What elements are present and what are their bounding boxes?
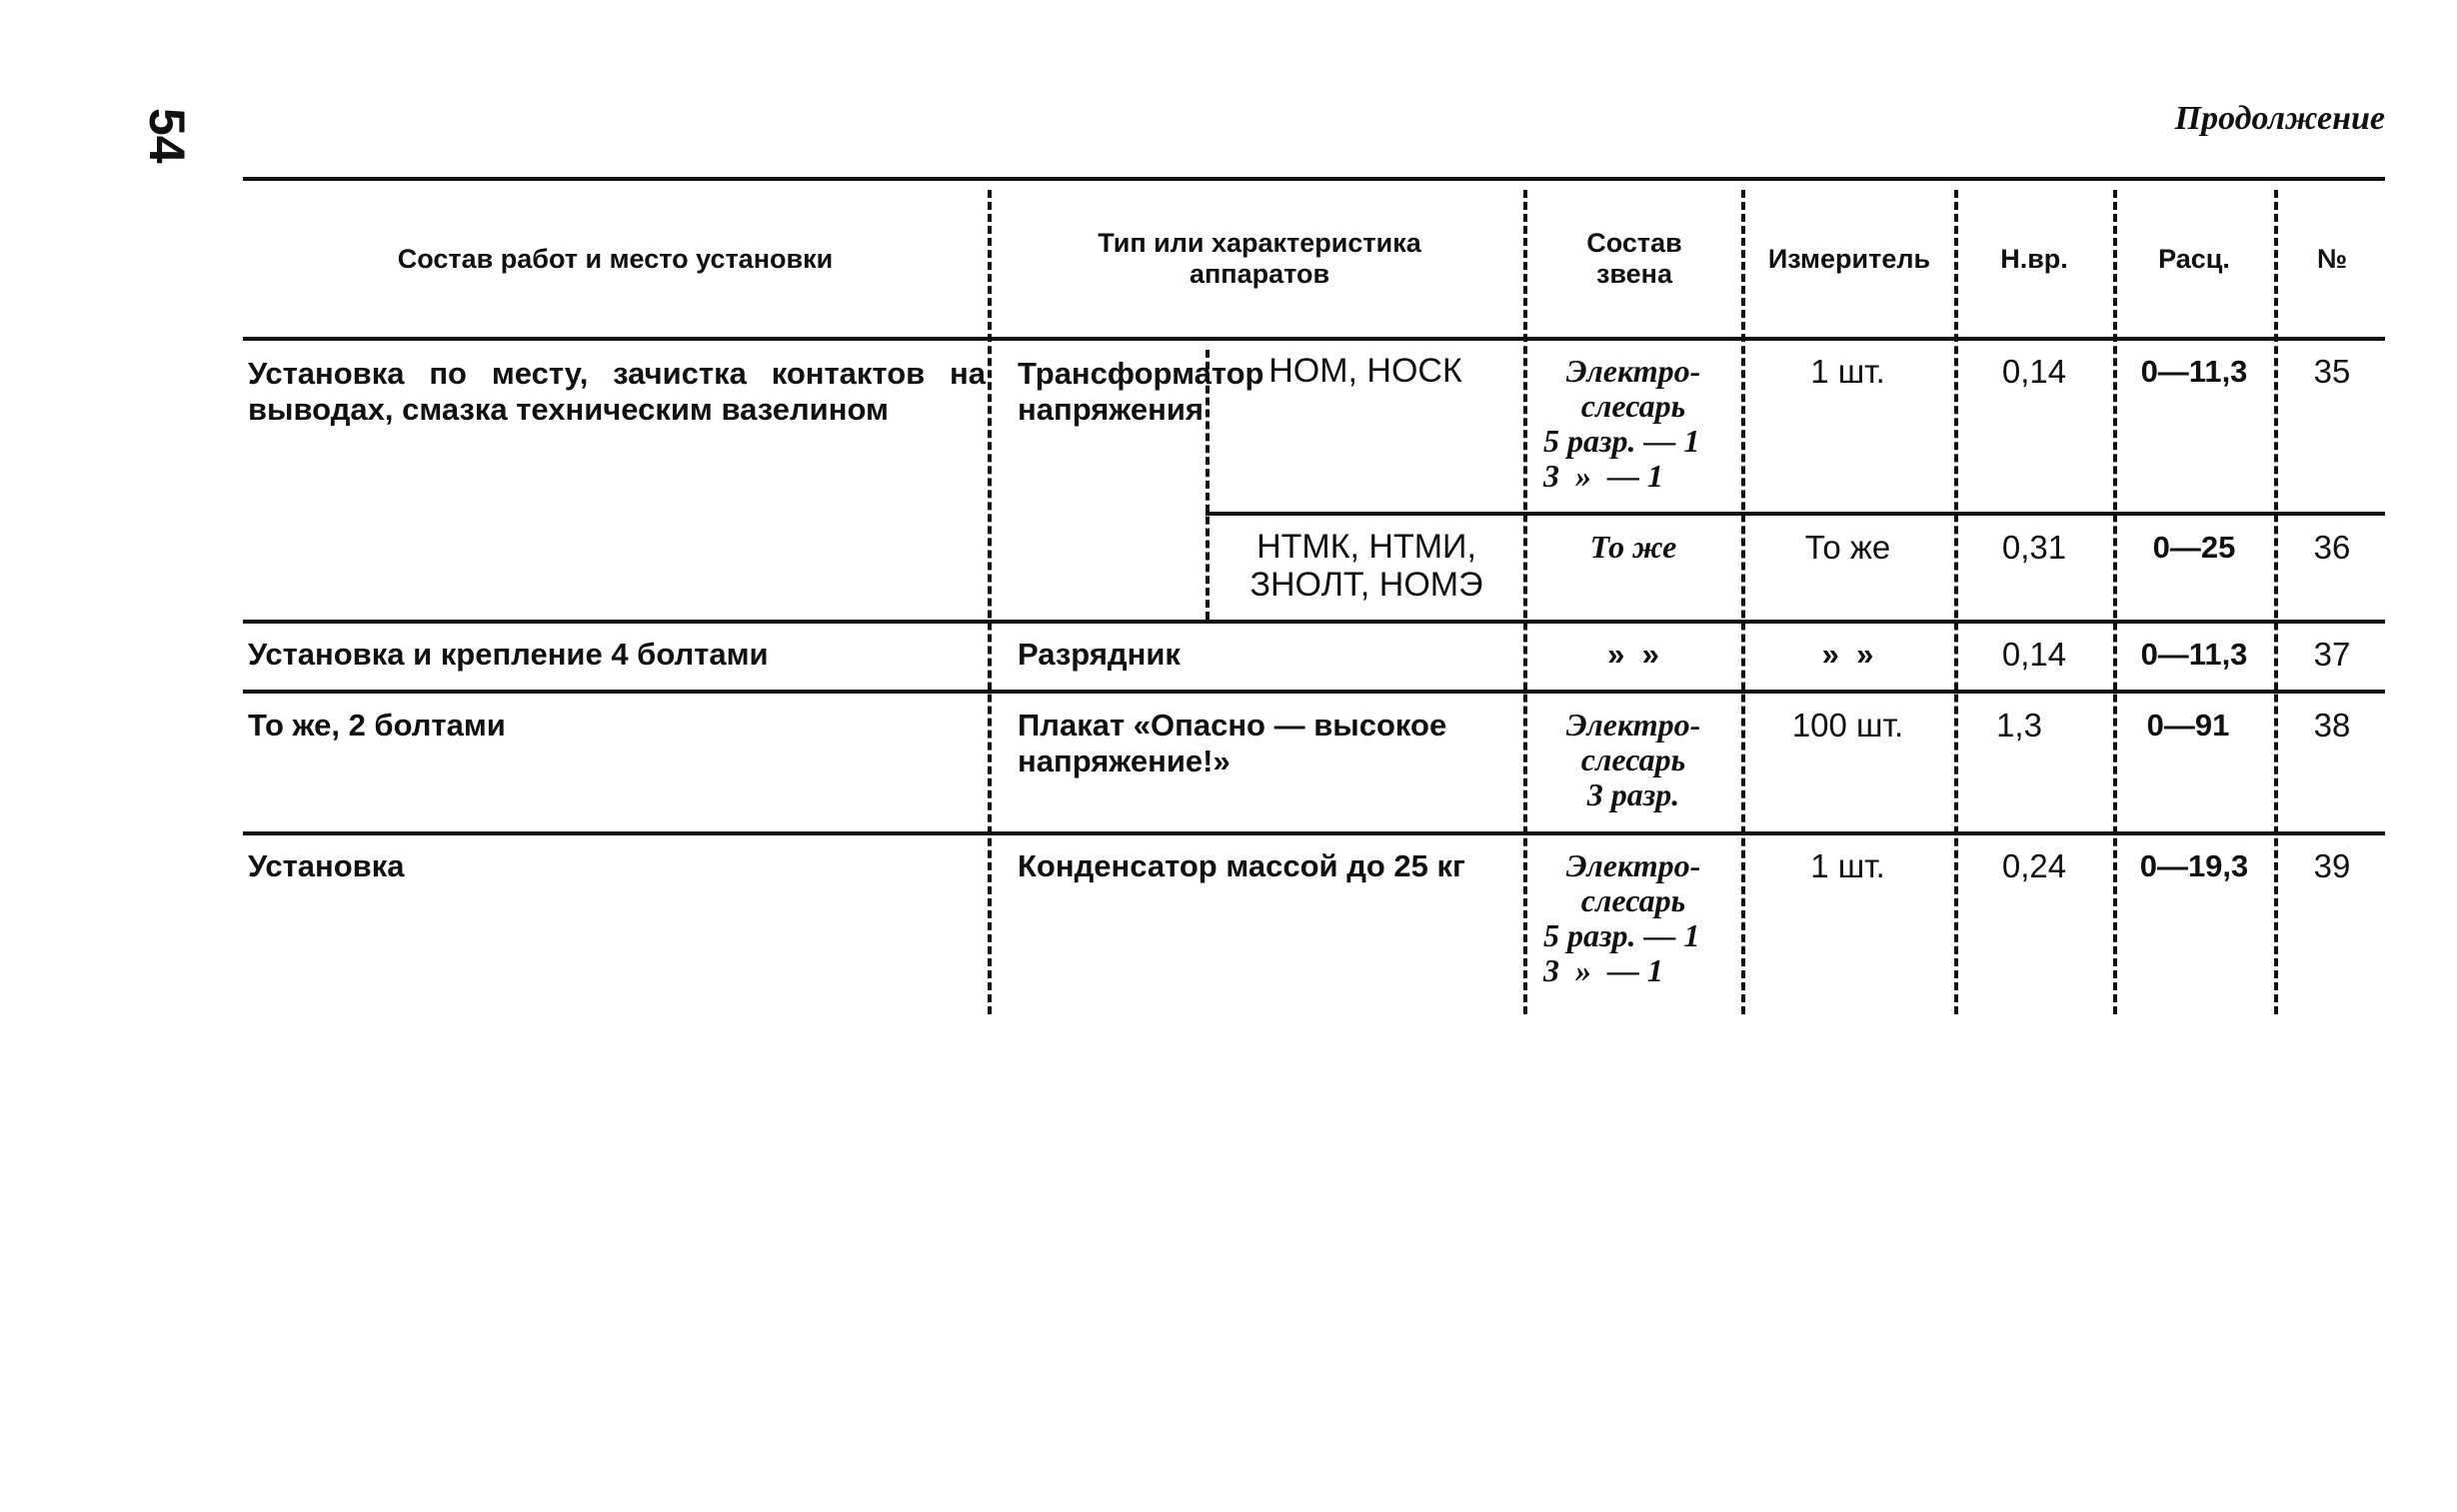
header-type: Тип или характеристика аппаратов <box>1098 228 1421 289</box>
row-divider <box>243 831 2385 835</box>
crew-line: 5 разр. — 1 <box>1543 423 1700 459</box>
crew-36: То же <box>1589 529 1677 565</box>
norm-37: 0,14 <box>2001 636 2067 673</box>
column-divider <box>2274 190 2278 1014</box>
crew-37: » » <box>1607 637 1659 672</box>
type-35: НОМ, НОСК <box>1268 352 1462 390</box>
crew-line: Электро- <box>1565 707 1701 743</box>
page-number: 54 <box>139 108 195 164</box>
type-37: Разрядник <box>1018 637 1181 672</box>
unit-36: То же <box>1804 529 1891 566</box>
crew-line: 5 разр. — 1 <box>1543 917 1700 953</box>
norm-36: 0,31 <box>2001 529 2067 566</box>
type-group-transformer: Трансформатор напряжения <box>1018 356 1264 427</box>
num-39: 39 <box>2313 847 2351 884</box>
row-work-35: Установка по месту, зачистка контактов на выводах, смазка техническим вазелином <box>248 356 986 427</box>
rate-37: 0—11,3 <box>2140 637 2248 672</box>
num-38: 38 <box>2313 707 2351 744</box>
unit-39: 1 шт. <box>1810 847 1885 884</box>
norm-35: 0,14 <box>2001 353 2067 390</box>
unit-37: » » <box>1821 637 1874 672</box>
crew-line: 3 » — 1 <box>1543 458 1663 494</box>
norm-39: 0,24 <box>2001 847 2067 884</box>
header-rate: Расц. <box>2158 243 2230 274</box>
rate-35: 0—11,3 <box>2140 354 2248 389</box>
type-39: Конденсатор массой до 25 кг <box>1018 848 1465 883</box>
crew-line: слесарь <box>1580 742 1686 777</box>
header-unit: Измеритель <box>1767 243 1931 274</box>
crew-35 <box>1529 354 1737 494</box>
crew-line: слесарь <box>1580 882 1686 918</box>
unit-38: 100 шт. <box>1791 707 1904 744</box>
type-36: НТМК, НТМИ, ЗНОЛТ, НОМЭ <box>1249 528 1483 604</box>
type-38: Плакат «Опасно — высокое напряжение!» <box>1018 708 1447 778</box>
column-divider <box>988 190 992 1014</box>
column-divider <box>1954 190 1958 1014</box>
header-bottom-rule <box>243 337 2385 341</box>
num-37: 37 <box>2313 636 2351 673</box>
column-divider <box>1741 190 1745 1014</box>
column-divider <box>2113 190 2117 1014</box>
crew-39 <box>1529 848 1737 988</box>
column-divider <box>1523 190 1527 1014</box>
crew-line: 3 разр. <box>1586 776 1680 812</box>
crew-line: Электро- <box>1565 847 1701 883</box>
num-35: 35 <box>2313 353 2351 390</box>
row-divider <box>243 620 2385 624</box>
crew-38 <box>1529 708 1737 812</box>
header-crew: Состав звена <box>1586 228 1682 289</box>
header-norm: Н.вр. <box>2000 243 2068 274</box>
row-work-38: То же, 2 болтами <box>248 708 506 743</box>
rate-36: 0—25 <box>2152 530 2236 565</box>
header-num: № <box>2316 243 2348 274</box>
num-36: 36 <box>2313 529 2351 566</box>
unit-35: 1 шт. <box>1810 353 1885 390</box>
row-work-37: Установка и крепление 4 болтами <box>248 637 769 672</box>
crew-line: Электро- <box>1565 353 1701 389</box>
rate-38: 0—91 <box>2146 708 2230 743</box>
subrow-divider <box>1206 512 2385 516</box>
crew-line: слесарь <box>1580 388 1686 424</box>
crew-line: 3 » — 1 <box>1543 952 1663 988</box>
rate-39: 0—19,3 <box>2139 848 2249 883</box>
norm-38: 1,3 <box>1996 707 2042 744</box>
continued-label: Продолжение <box>2174 100 2385 137</box>
header-work: Состав работ и место установки <box>397 243 834 274</box>
row-divider <box>243 690 2385 694</box>
row-work-39: Установка <box>248 848 405 883</box>
